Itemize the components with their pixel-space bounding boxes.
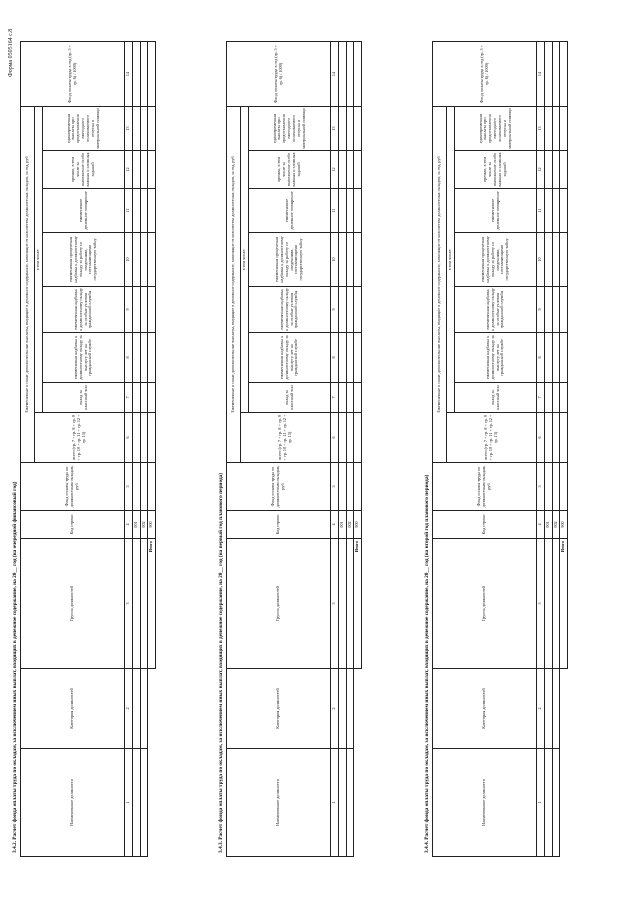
table-cell [338, 749, 346, 857]
table-cell [544, 669, 552, 749]
column-number: 9 [331, 287, 339, 333]
header-h7: оклад за классный чин [249, 383, 331, 413]
table-cell [140, 233, 148, 287]
header-h4: Код строки [433, 511, 537, 539]
table-cell [132, 413, 140, 463]
header-h7: оклад за классный чин [43, 383, 125, 413]
table-row [140, 41, 148, 856]
table-cell [132, 41, 140, 106]
column-number: 5 [331, 463, 339, 511]
table-cell [338, 189, 346, 233]
header-h3: Группа должностей [21, 539, 125, 669]
column-number: 8 [331, 333, 339, 383]
table-cell [140, 669, 148, 749]
table-cell [132, 333, 140, 383]
header-h9: ежемесячная надбавка к должностному окладу за особые условия гражданской службы [249, 287, 331, 333]
table-cell [132, 539, 140, 669]
total-cell [148, 233, 156, 287]
header-h2: Категория должностей [227, 669, 331, 749]
table-cell [346, 539, 354, 669]
table-cell [338, 233, 346, 287]
header-h4: Код строки [21, 511, 125, 539]
header-h12: премии, в том числе за выполнение особо важных и сложных заданий [249, 151, 331, 189]
column-number: 13 [331, 106, 339, 150]
table-cell [140, 749, 148, 857]
column-number: 2 [331, 669, 339, 749]
table-cell [552, 151, 560, 189]
header-h14: Фонд оплаты труда в год (гр. 5 + гр. 6) / 1000) [433, 41, 537, 106]
total-cell [354, 287, 362, 333]
row-code: 002 [140, 511, 148, 539]
column-number: 12 [125, 151, 133, 189]
table-cell [346, 151, 354, 189]
table-cell [346, 189, 354, 233]
total-cell [560, 463, 568, 511]
total-code: 900 [560, 511, 568, 539]
table-cell [346, 106, 354, 150]
table-cell [346, 233, 354, 287]
table-cell [346, 287, 354, 333]
table-cell [338, 669, 346, 749]
column-number: 9 [537, 287, 545, 333]
table-cell [338, 287, 346, 333]
table-cell [132, 669, 140, 749]
table-cell [544, 41, 552, 106]
total-cell [148, 287, 156, 333]
total-cell [560, 151, 568, 189]
total-cell [354, 106, 362, 150]
table-cell [552, 539, 560, 669]
total-label: Итого [560, 539, 568, 669]
total-cell [354, 151, 362, 189]
row-code: 002 [552, 511, 560, 539]
table-cell [140, 413, 148, 463]
header-h11: ежемесячное денежное поощрение [43, 189, 125, 233]
table-cell [552, 463, 560, 511]
table-cell [338, 151, 346, 189]
total-cell [560, 41, 568, 106]
column-number: 6 [537, 413, 545, 463]
table-row [544, 41, 552, 856]
header-h1: Наименование должности [433, 749, 537, 857]
column-number: 13 [125, 106, 133, 150]
table-row [346, 41, 354, 856]
total-cell [354, 41, 362, 106]
table-cell [544, 106, 552, 150]
section-caption: 3.4.2. Расчет фонда оплаты труда по окладам, за исключением иных выплат, входящих в денежное содержание, на 20__ год (на очередной финансовый год) [12, 481, 18, 853]
row-code: 001 [544, 511, 552, 539]
column-number: 4 [331, 511, 339, 539]
header-h13: единовременная выплата при предоставлении ежегодного оплачиваемого отпуска и материальной помощи [249, 106, 331, 150]
header-h10: ежемесячная процентная надбавка к должностному окладу за работу со сведениями, составляющими государственную тайну [455, 233, 537, 287]
header-h11: ежемесячное денежное поощрение [249, 189, 331, 233]
header-h8: ежемесячная надбавка к должностному окладу за выслугу лет на гражданской службе [43, 333, 125, 383]
table-cell [346, 669, 354, 749]
table-cell [544, 383, 552, 413]
header-incl: в том числе: [35, 106, 43, 412]
table-cell [132, 383, 140, 413]
total-cell [148, 189, 156, 233]
header-h_group: Ежемесячные и иные дополнительные выплаты, входящие в денежное содержание, зависящие от количества должностных окладов, за год, руб [227, 106, 241, 462]
form-code: Форма 0505164 с.8 [8, 28, 14, 77]
table-cell [140, 189, 148, 233]
column-number: 11 [537, 189, 545, 233]
column-number: 8 [125, 333, 133, 383]
table-cell [140, 383, 148, 413]
column-number: 6 [125, 413, 133, 463]
table-cell [552, 669, 560, 749]
table-cell [346, 333, 354, 383]
header-h3: Группа должностей [433, 539, 537, 669]
row-code: 002 [346, 511, 354, 539]
column-number: 13 [537, 106, 545, 150]
column-number: 12 [331, 151, 339, 189]
header-incl: в том числе: [241, 106, 249, 412]
table-cell [552, 233, 560, 287]
column-number: 7 [125, 383, 133, 413]
column-number: 11 [125, 189, 133, 233]
column-number: 14 [331, 41, 339, 106]
payroll-table [20, 41, 156, 857]
header-h1: Наименование должности [227, 749, 331, 857]
header-h11: ежемесячное денежное поощрение [455, 189, 537, 233]
table-cell [338, 539, 346, 669]
total-cell [560, 383, 568, 413]
table-cell [544, 189, 552, 233]
table-row [552, 41, 560, 856]
column-number: 2 [537, 669, 545, 749]
header-h6: всего (гр. 7 + гр. 8 + гр. 9 + гр. 10 + гр. 11 + гр. 12 + гр. 13) [35, 413, 125, 463]
total-cell [354, 383, 362, 413]
total-cell [560, 413, 568, 463]
table-cell [338, 333, 346, 383]
column-number: 12 [537, 151, 545, 189]
total-cell [560, 233, 568, 287]
row-code: 001 [132, 511, 140, 539]
table-cell [132, 749, 140, 857]
total-cell [354, 189, 362, 233]
table-row [132, 41, 140, 856]
total-label: Итого [148, 539, 156, 669]
header-h_group: Ежемесячные и иные дополнительные выплаты, входящие в денежное содержание, зависящие от количества должностных окладов, за год, руб [433, 106, 447, 462]
table-cell [338, 106, 346, 150]
table-cell [140, 41, 148, 106]
header-h12: премии, в том числе за выполнение особо важных и сложных заданий [455, 151, 537, 189]
column-number: 10 [537, 233, 545, 287]
table-cell [552, 189, 560, 233]
table-cell [552, 383, 560, 413]
table-cell [338, 383, 346, 413]
total-cell [148, 106, 156, 150]
header-h5: Фонд оплаты труда по должностным окладам, руб [433, 463, 537, 511]
table-cell [132, 287, 140, 333]
total-cell [560, 287, 568, 333]
header-h14: Фонд оплаты труда в год (гр. 5 + гр. 6) / 1000) [227, 41, 331, 106]
column-number: 10 [125, 233, 133, 287]
blank-cell [148, 669, 156, 857]
table-cell [552, 333, 560, 383]
table-cell [544, 333, 552, 383]
header-h8: ежемесячная надбавка к должностному окладу за выслугу лет на гражданской службе [455, 333, 537, 383]
table-cell [338, 413, 346, 463]
column-number: 1 [537, 749, 545, 857]
total-cell [354, 233, 362, 287]
total-cell [354, 333, 362, 383]
table-cell [132, 233, 140, 287]
total-label: Итого [354, 539, 362, 669]
table-cell [132, 189, 140, 233]
column-number: 6 [331, 413, 339, 463]
table-cell [338, 41, 346, 106]
header-h13: единовременная выплата при предоставлении ежегодного оплачиваемого отпуска и материальной помощи [43, 106, 125, 150]
header-h12: премии, в том числе за выполнение особо важных и сложных заданий [43, 151, 125, 189]
table-cell [552, 106, 560, 150]
total-cell [148, 151, 156, 189]
table-cell [346, 463, 354, 511]
table-cell [552, 413, 560, 463]
column-number: 5 [537, 463, 545, 511]
column-number: 4 [537, 511, 545, 539]
column-number: 3 [331, 539, 339, 669]
table-cell [552, 41, 560, 106]
table-cell [346, 41, 354, 106]
table-cell [544, 233, 552, 287]
column-number: 2 [125, 669, 133, 749]
total-cell [354, 413, 362, 463]
header-h13: единовременная выплата при предоставлении ежегодного оплачиваемого отпуска и материальной помощи [455, 106, 537, 150]
table-cell [544, 463, 552, 511]
section-caption: 3.4.3. Расчет фонда оплаты труда по окладам, за исключением иных выплат, входящих в денежное содержание, на 20__ год (на первый год планового периода) [218, 472, 224, 853]
table-cell [544, 539, 552, 669]
column-number: 14 [537, 41, 545, 106]
column-number: 3 [125, 539, 133, 669]
total-cell [148, 41, 156, 106]
header-h6: всего (гр. 7 + гр. 8 + гр. 9 + гр. 10 + гр. 11 + гр. 12 + гр. 13) [447, 413, 537, 463]
column-number: 5 [125, 463, 133, 511]
header-h7: оклад за классный чин [455, 383, 537, 413]
header-h2: Категория должностей [433, 669, 537, 749]
table-cell [346, 749, 354, 857]
blank-cell [354, 669, 362, 857]
table-cell [552, 749, 560, 857]
table-row [338, 41, 346, 856]
total-cell [148, 463, 156, 511]
blank-cell [560, 669, 568, 857]
table-cell [140, 106, 148, 150]
column-number: 8 [537, 333, 545, 383]
table-cell [132, 151, 140, 189]
payroll-table [226, 41, 362, 857]
column-number: 7 [331, 383, 339, 413]
header-h10: ежемесячная процентная надбавка к должностному окладу за работу со сведениями, составляющими государственную тайну [43, 233, 125, 287]
table-cell [544, 287, 552, 333]
header-h1: Наименование должности [21, 749, 125, 857]
table-cell [140, 463, 148, 511]
column-number: 9 [125, 287, 133, 333]
table-cell [544, 749, 552, 857]
header-h10: ежемесячная процентная надбавка к должностному окладу за работу со сведениями, составляющими государственную тайну [249, 233, 331, 287]
total-cell [560, 106, 568, 150]
total-cell [560, 333, 568, 383]
section-caption: 3.4.4. Расчет фонда оплаты труда по окладам, за исключением иных выплат, входящих в денежное содержание, на 20__ год (на второй год планового периода) [424, 474, 430, 853]
header-h5: Фонд оплаты труда по должностным окладам, руб [227, 463, 331, 511]
header-h14: Фонд оплаты труда в год (гр. 5 + гр. 6) / 1000) [21, 41, 125, 106]
table-cell [132, 463, 140, 511]
total-code: 900 [354, 511, 362, 539]
header-incl: в том числе: [447, 106, 455, 412]
table-cell [346, 383, 354, 413]
table-cell [544, 151, 552, 189]
total-cell [560, 189, 568, 233]
header-h9: ежемесячная надбавка к должностному окладу за особые условия гражданской службы [455, 287, 537, 333]
table-cell [544, 413, 552, 463]
payroll-table [432, 41, 568, 857]
total-cell [148, 333, 156, 383]
header-h9: ежемесячная надбавка к должностному окладу за особые условия гражданской службы [43, 287, 125, 333]
table-cell [338, 463, 346, 511]
total-cell [148, 383, 156, 413]
column-number: 1 [125, 749, 133, 857]
total-cell [354, 463, 362, 511]
column-number: 11 [331, 189, 339, 233]
table-cell [140, 287, 148, 333]
header-h8: ежемесячная надбавка к должностному окладу за выслугу лет на гражданской службе [249, 333, 331, 383]
total-cell [148, 413, 156, 463]
table-cell [140, 539, 148, 669]
column-number: 7 [537, 383, 545, 413]
table-cell [346, 413, 354, 463]
column-number: 10 [331, 233, 339, 287]
table-cell [140, 333, 148, 383]
header-h_group: Ежемесячные и иные дополнительные выплаты, входящие в денежное содержание, зависящие от количества должностных окладов, за год, руб [21, 106, 35, 462]
header-h3: Группа должностей [227, 539, 331, 669]
header-h6: всего (гр. 7 + гр. 8 + гр. 9 + гр. 10 + гр. 11 + гр. 12 + гр. 13) [241, 413, 331, 463]
column-number: 4 [125, 511, 133, 539]
table-cell [140, 151, 148, 189]
header-h2: Категория должностей [21, 669, 125, 749]
row-code: 001 [338, 511, 346, 539]
table-cell [552, 287, 560, 333]
header-h5: Фонд оплаты труда по должностным окладам, руб [21, 463, 125, 511]
column-number: 1 [331, 749, 339, 857]
total-code: 900 [148, 511, 156, 539]
table-cell [132, 106, 140, 150]
header-h4: Код строки [227, 511, 331, 539]
column-number: 3 [537, 539, 545, 669]
column-number: 14 [125, 41, 133, 106]
